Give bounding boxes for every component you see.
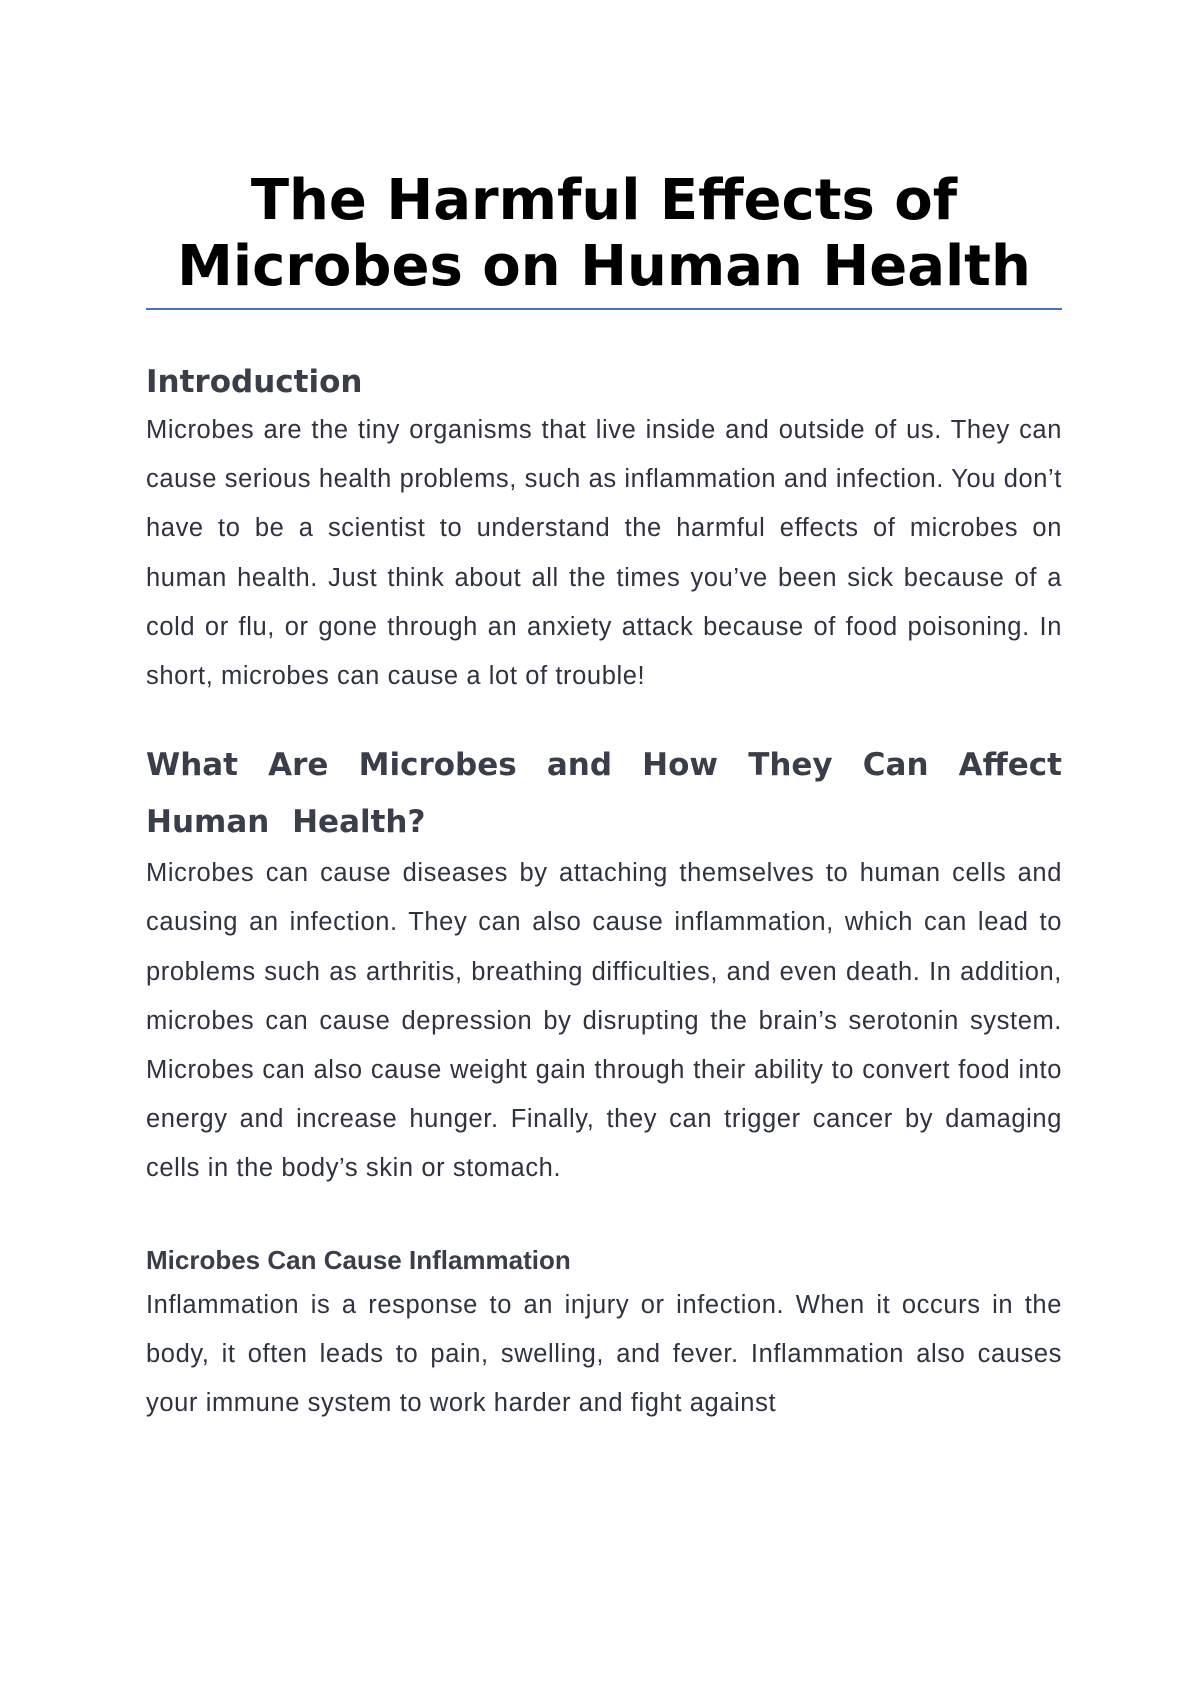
section-body-introduction: Microbes are the tiny organisms that live inside and outside of us. They can cause serious health problems, such as inflammation and infection. You don’t have to be a scientist to understand the harmful effects of microbes on human health. Just think about all the times you’ve been sick because of a cold or flu, or gone through an anxiety attack because of food poisoning. In short, microbes can cause a lot of trouble!: [146, 416, 1062, 691]
section-body-what-are-microbes: Microbes can cause diseases by attaching themselves to human cells and causing an infection. They can also cause inflammation, which can lead to problems such as arthritis, breathing difficulties, and even death. In addition, microbes can cause depression by disrupting the brain’s serotonin system. Microbes can also cause weight gain through their ability to convert food into energy and increase hunger. Finally, they can trigger cancer by damaging cells in the body’s skin or stomach.: [146, 859, 1062, 1183]
document-title: The Harmful Effects of Microbes on Human Health: [146, 168, 1062, 310]
section-heading-what-are-microbes: What Are Microbes and How They Can Affect Human Health?: [146, 747, 1062, 841]
section-heading-inflammation: Microbes Can Cause Inflammation: [146, 1244, 571, 1275]
section-heading-introduction: Introduction: [146, 364, 363, 400]
document-content: [146, 168, 1062, 1428]
section-body-inflammation: Inflammation is a response to an injury or infection. When it occurs in the body, it often leads to pain, swelling, and fever. Inflammation also causes your immune system to work harder and fight against: [146, 1290, 1062, 1418]
